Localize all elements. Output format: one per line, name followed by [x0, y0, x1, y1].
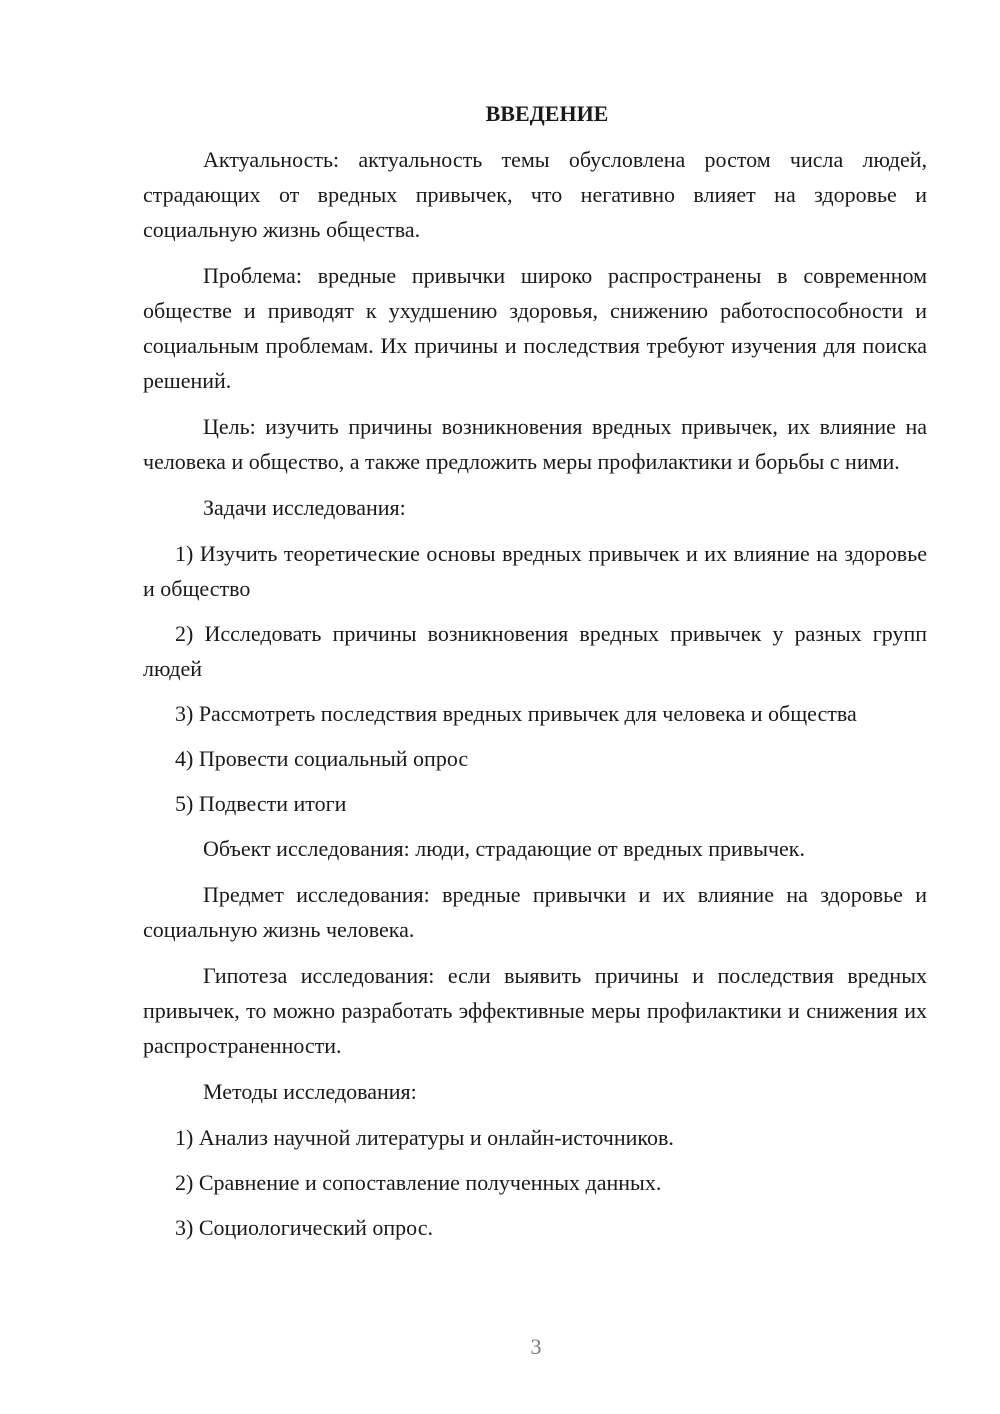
task-item: 3) Рассмотреть последствия вредных привычек для человека и общества — [175, 701, 857, 726]
subject-paragraph: Предмет исследования: вредные привычки и их влияние на здоровье и социальную жизнь человека. — [143, 882, 927, 942]
relevance-paragraph: Актуальность: актуальность темы обусловлена ростом числа людей, страдающих от вредных привычек, что негативно влияет на здоровье и социальную жизнь общества. — [143, 147, 927, 242]
tasks-heading: Задачи исследования: — [203, 495, 406, 520]
task-item: 5) Подвести итоги — [175, 791, 347, 816]
page-content — [143, 96, 927, 1255]
task-item: 2) Исследовать причины возникновения вредных привычек у разных групп людей — [143, 621, 927, 681]
methods-heading: Методы исследования: — [203, 1079, 417, 1104]
object-paragraph: Объект исследования: люди, страдающие от вредных привычек. — [203, 836, 805, 861]
method-item: 3) Социологический опрос. — [175, 1215, 433, 1240]
page-number: 3 — [530, 1334, 542, 1359]
goal-paragraph: Цель: изучить причины возникновения вредных привычек, их влияние на человека и общество, а также предложить меры профилактики и борьбы с ними. — [143, 414, 927, 474]
problem-paragraph: Проблема: вредные привычки широко распространены в современном обществе и приводят к ухудшению здоровья, снижению работоспособности и социальным проблемам. Их причины и последствия требуют изучения для поиска решений. — [143, 263, 927, 393]
task-item: 4) Провести социальный опрос — [175, 746, 469, 771]
method-item: 2) Сравнение и сопоставление полученных данных. — [175, 1170, 662, 1195]
task-item: 1) Изучить теоретические основы вредных привычек и их влияние на здоровье и общество — [143, 541, 927, 601]
section-title: ВВЕДЕНИЕ — [485, 101, 609, 126]
hypothesis-paragraph: Гипотеза исследования: если выявить причины и последствия вредных привычек, то можно разработать эффективные меры профилактики и снижения их распространенности. — [143, 963, 927, 1058]
method-item: 1) Анализ научной литературы и онлайн-источников. — [175, 1125, 674, 1150]
